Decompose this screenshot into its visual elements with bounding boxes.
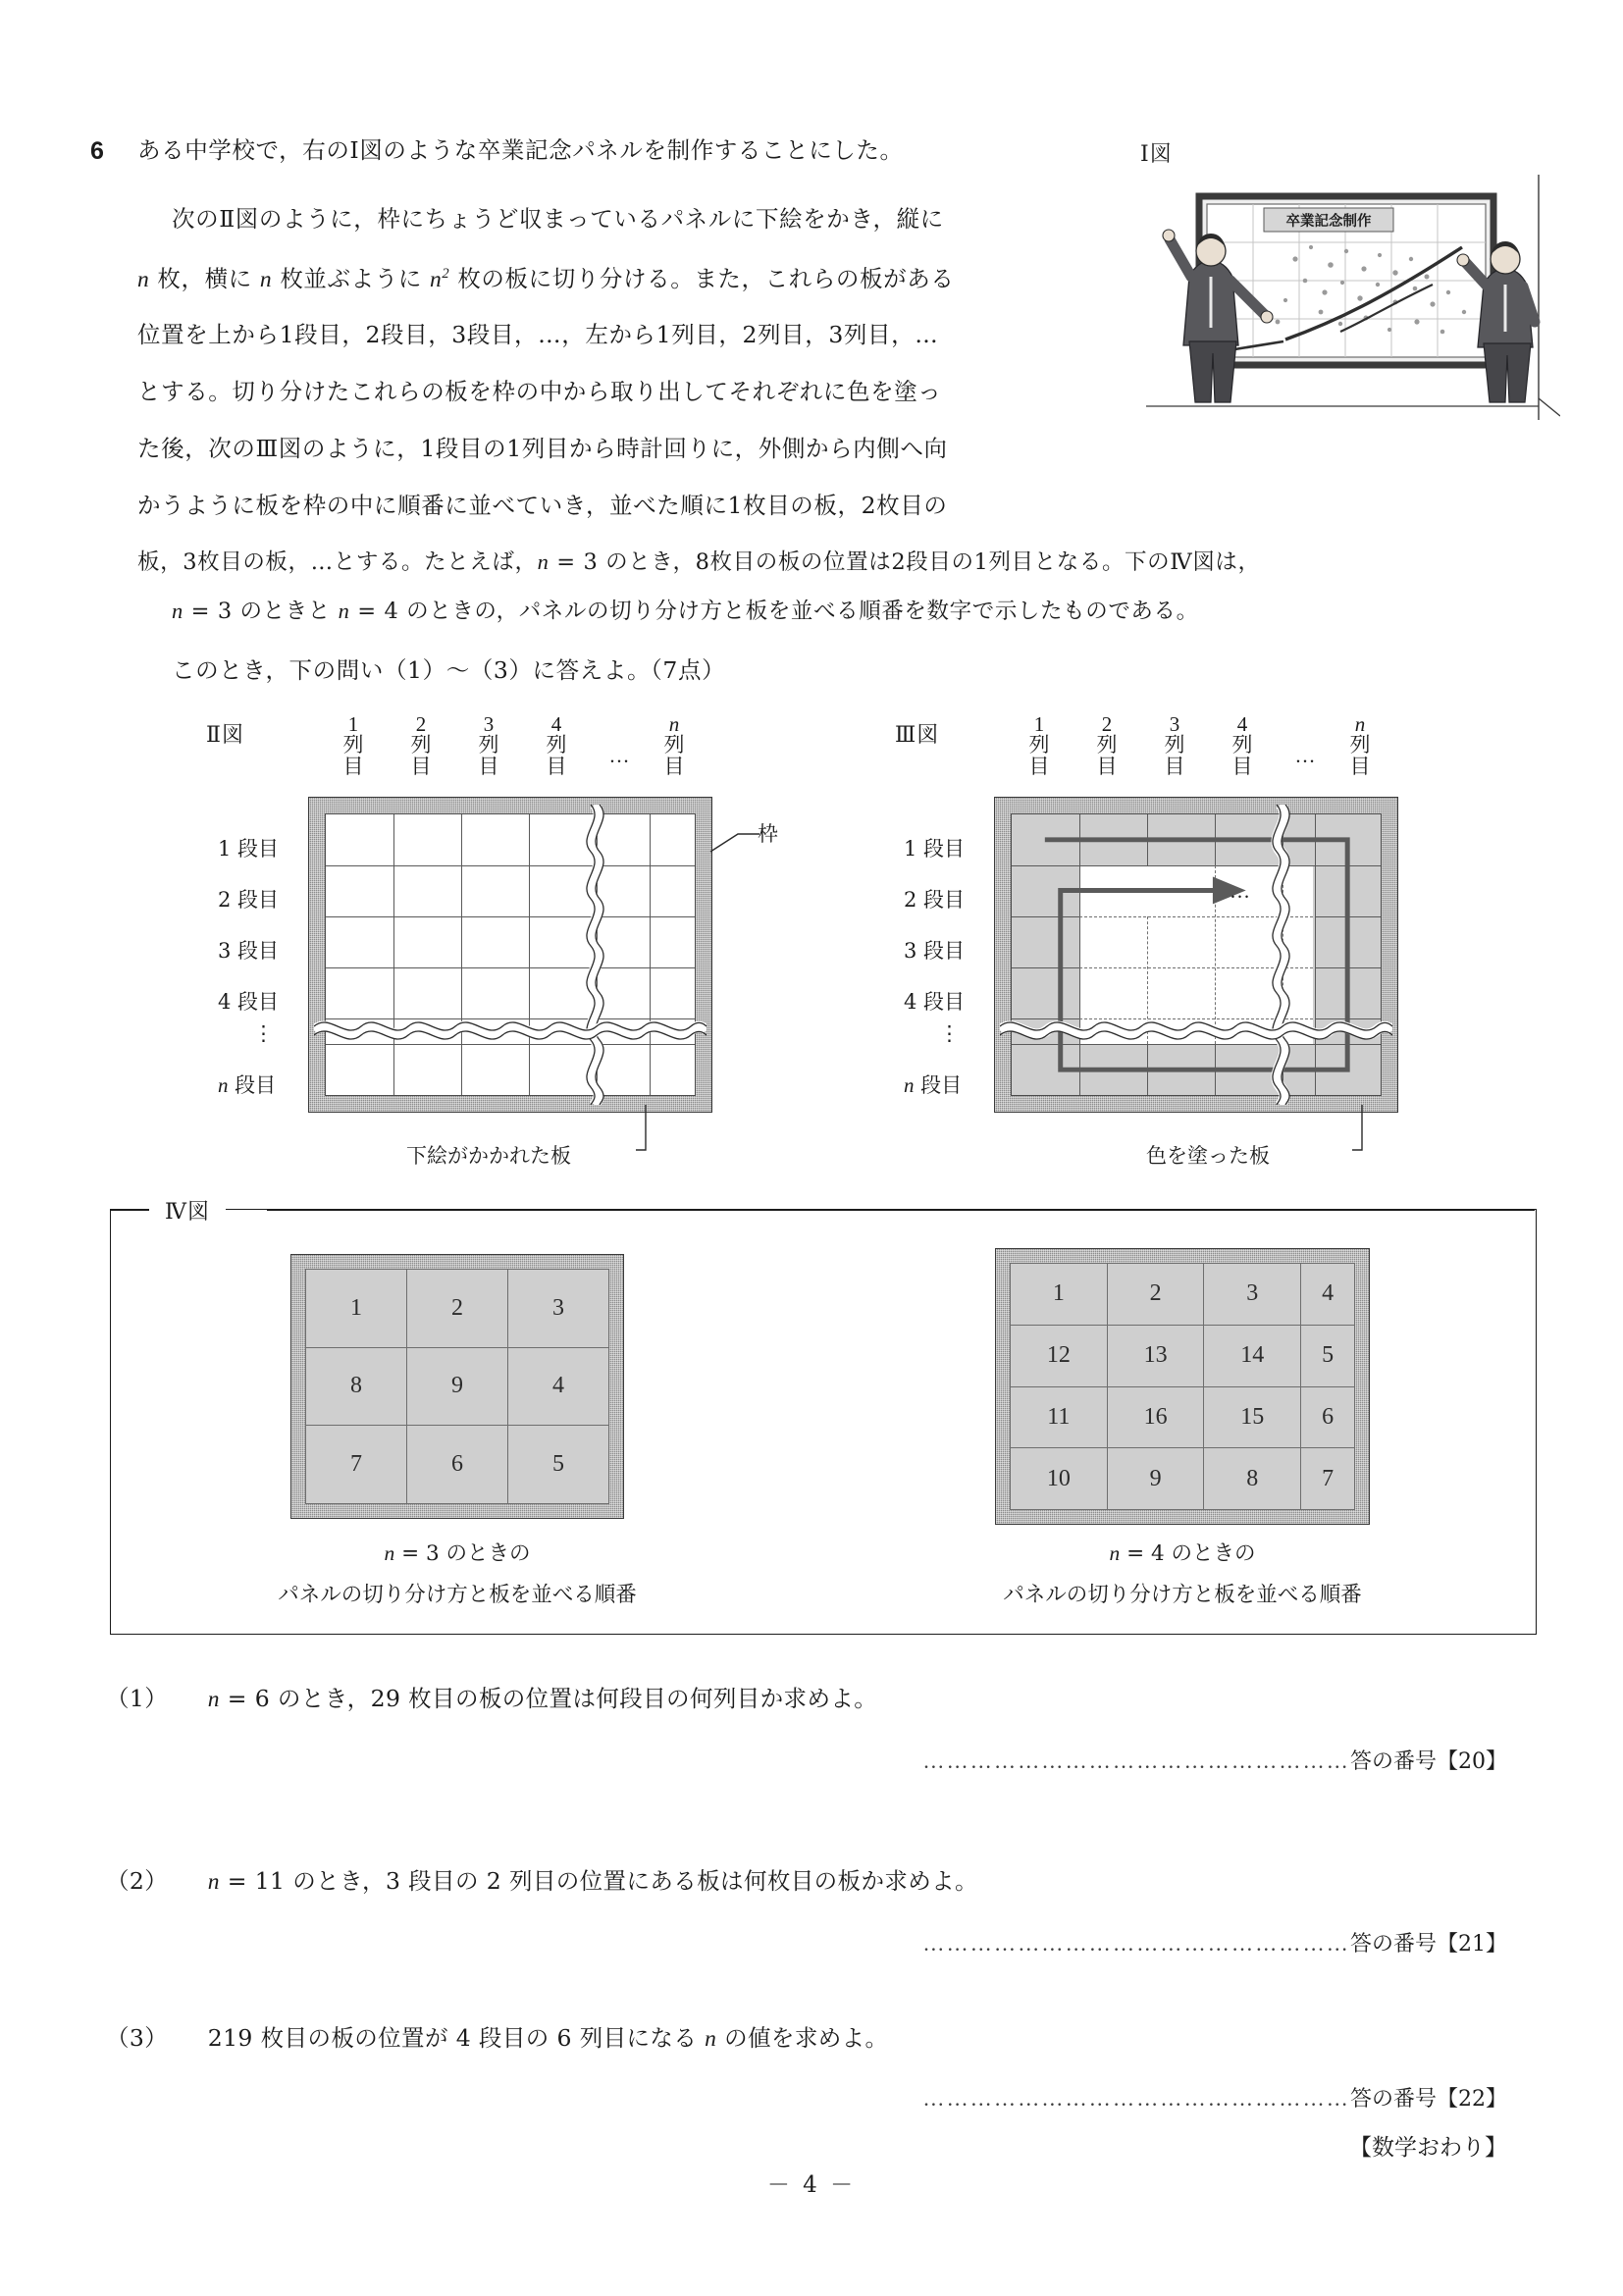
- fig3-col-header-1: 1 列 目: [1028, 712, 1050, 778]
- body-line-4: 位置を上から1段目，2段目，3段目，…，左から1列目，2列目，3列目，…: [137, 321, 939, 348]
- body-line-6: た後，次のⅢ図のように，1段目の1列目から時計回りに，外側から内側へ向: [137, 435, 948, 462]
- cell: 6: [1301, 1386, 1355, 1448]
- body-line-8: 板，3枚目の板，…とする。たとえば，n = 3 のとき，8枚目の板の位置は2段目の1列目となる。下のⅣ図は，: [137, 549, 1261, 575]
- table-row: [1011, 1264, 1355, 1326]
- fig3-col-header-ellipsis: …: [1294, 744, 1316, 767]
- fig3-col-header-2: 2 列 目: [1096, 712, 1118, 778]
- cell: 15: [1204, 1386, 1301, 1448]
- cell: 14: [1204, 1325, 1301, 1386]
- fig2-panel: [308, 797, 712, 1113]
- figure-1-illustration: [1138, 175, 1560, 420]
- fig2-caption: 下絵がかかれた板: [406, 1144, 571, 1168]
- fig4-grid-n4: [995, 1248, 1370, 1525]
- cell: 11: [1011, 1386, 1108, 1448]
- fig3-inner-ellipsis: …: [1230, 879, 1253, 903]
- cell: 1: [306, 1270, 407, 1348]
- body-line-10: このとき，下の問い（1）～（3）に答えよ。（7点）: [172, 656, 726, 684]
- body-line-9: n = 3 のときと n = 4 のときの，パネルの切り分け方と板を並べる順番を数字で示したものである。: [172, 599, 1199, 624]
- fig3-caption: 色を塗った板: [1146, 1144, 1270, 1168]
- fig2-frame-callout: 枠: [758, 822, 778, 846]
- fig2-caption-leader: [585, 1101, 654, 1162]
- fig4-grid-n4-table: [1010, 1263, 1355, 1510]
- table-row: [306, 1426, 609, 1504]
- fig3-row-label-n: n 段目: [904, 1073, 963, 1097]
- fig2-grid: [325, 813, 696, 1096]
- fig4-label-rule-left: [110, 1209, 149, 1211]
- fig3-caption-leader: [1301, 1101, 1370, 1162]
- cell: 4: [508, 1347, 609, 1426]
- fig3-col-header-n: n 列 目: [1349, 712, 1371, 778]
- cell: 8: [1204, 1448, 1301, 1510]
- fig3-col-header-4: 4 列 目: [1231, 712, 1253, 778]
- cell: 10: [1011, 1448, 1108, 1510]
- figure-3-label: Ⅲ図: [895, 723, 940, 748]
- fig2-row-label-4: 4 段目: [218, 990, 280, 1014]
- cell: 9: [407, 1347, 508, 1426]
- fig3-row-label-2: 2 段目: [904, 888, 966, 912]
- fig3-panel: [994, 797, 1398, 1113]
- fig3-spiral-arrow: [1012, 814, 1381, 1095]
- fig4-label-rule-right: [267, 1209, 1535, 1211]
- figure-1-panel-text: 卒業記念制作: [1285, 213, 1372, 230]
- cell: 13: [1107, 1325, 1204, 1386]
- fig2-horizontal-break: [314, 1011, 707, 1050]
- answer-number-2: 答の番号【21】: [1350, 1932, 1507, 1957]
- fig4-grid-n3-caption-1: n = 3 のときの: [384, 1541, 531, 1566]
- fig2-col-header-n: n 列 目: [663, 712, 685, 778]
- answer-label-1: [922, 1745, 1507, 1775]
- body-line-5: とする。切り分けたこれらの板を枠の中から取り出してそれぞれに色を塗っ: [137, 378, 942, 405]
- question-3-number: （3）: [106, 2024, 169, 2052]
- figure-1: [1119, 137, 1560, 432]
- fig4-grid-n3: [290, 1254, 624, 1519]
- cell: 7: [1301, 1448, 1355, 1510]
- answer-label-2: [922, 1927, 1507, 1957]
- cell: 5: [508, 1426, 609, 1504]
- fig2-col-header-1: 1 列 目: [342, 712, 364, 778]
- table-row: [1011, 1448, 1355, 1510]
- fig3-row-vdots: ⋮: [939, 1021, 960, 1045]
- fig2-row-label-n: n 段目: [218, 1073, 277, 1097]
- cell: 4: [1301, 1264, 1355, 1326]
- cell: 2: [407, 1270, 508, 1348]
- table-row: [306, 1347, 609, 1426]
- question-3: （3） 219 枚目の板の位置が 4 段目の 6 列目になる n の値を求めよ。: [106, 2024, 889, 2052]
- answer-label-3: [922, 2082, 1507, 2113]
- cell: 7: [306, 1426, 407, 1504]
- table-row: [1011, 1325, 1355, 1386]
- cell: 1: [1011, 1264, 1108, 1326]
- fig2-col-header-4: 4 列 目: [546, 712, 567, 778]
- cell: 5: [1301, 1325, 1355, 1386]
- fig2-row-label-1: 1 段目: [218, 837, 280, 861]
- fig2-row-vdots: ⋮: [253, 1021, 274, 1045]
- fig3-horizontal-break: [1000, 1011, 1392, 1050]
- figure-4-label: Ⅳ図: [149, 1195, 226, 1226]
- cell: 12: [1011, 1325, 1108, 1386]
- fig3-grid: [1011, 813, 1382, 1096]
- fig3-col-header-3: 3 列 目: [1164, 712, 1185, 778]
- fig2-col-header-ellipsis: …: [608, 744, 630, 767]
- fig3-row-label-3: 3 段目: [904, 939, 966, 963]
- question-1: （1） n = 6 のとき，29 枚目の板の位置は何段目の何列目か求めよ。: [106, 1685, 878, 1712]
- cell: 2: [1107, 1264, 1204, 1326]
- body-line-7: かうように板を枠の中に順番に並べていき，並べた順に1枚目の板，2枚目の: [137, 492, 948, 519]
- answer-dots-2: ………………………………………………: [922, 1931, 1350, 1956]
- page-number: － 4 －: [766, 2172, 857, 2198]
- fig4-grid-n4-caption-1: n = 4 のときの: [1109, 1541, 1256, 1566]
- answer-number-3: 答の番号【22】: [1350, 2087, 1507, 2112]
- fig2-vertical-break: [575, 805, 614, 1105]
- fig4-grid-n3-table: [305, 1269, 609, 1504]
- cell: 9: [1107, 1448, 1204, 1510]
- fig3-row-label-1: 1 段目: [904, 837, 966, 861]
- cell: 3: [1204, 1264, 1301, 1326]
- fig2-row-label-2: 2 段目: [218, 888, 280, 912]
- answer-number-1: 答の番号【20】: [1350, 1749, 1507, 1774]
- fig2-col-header-3: 3 列 目: [478, 712, 499, 778]
- body-line-1: ある中学校で，右のⅠ図のような卒業記念パネルを制作することにした。: [137, 136, 904, 164]
- question-1-number: （1）: [106, 1685, 169, 1712]
- question-2: （2） n = 11 のとき，3 段目の 2 列目の位置にある板は何枚目の板か求めよ。: [106, 1867, 978, 1895]
- body-line-3: n 枚，横に n 枚並ぶように $n^2$ 枚の板に切り分ける。また，これらの板がある: [137, 264, 955, 292]
- cell: 6: [407, 1426, 508, 1504]
- answer-dots-3: ………………………………………………: [922, 2086, 1350, 2111]
- cell: 16: [1107, 1386, 1204, 1448]
- figure-2-label: Ⅱ図: [206, 723, 244, 748]
- problem-number: 6: [90, 137, 104, 165]
- fig2-col-header-2: 2 列 目: [410, 712, 432, 778]
- answer-dots-1: ………………………………………………: [922, 1748, 1350, 1773]
- fig4-grid-n4-caption-2: パネルの切り分け方と板を並べる順番: [1003, 1583, 1362, 1607]
- question-2-number: （2）: [106, 1867, 169, 1895]
- fig3-vertical-break: [1261, 805, 1300, 1105]
- cell: 8: [306, 1347, 407, 1426]
- fig3-row-label-4: 4 段目: [904, 990, 966, 1014]
- figure-1-label: Ⅰ図: [1140, 142, 1173, 167]
- fig4-grid-n3-caption-2: パネルの切り分け方と板を並べる順番: [278, 1583, 637, 1607]
- finish-note: 【数学おわり】: [1349, 2135, 1507, 2161]
- fig2-row-label-3: 3 段目: [218, 939, 280, 963]
- table-row: [1011, 1386, 1355, 1448]
- body-line-2: 次のⅡ図のように，枠にちょうど収まっているパネルに下絵をかき，縦に: [172, 205, 944, 233]
- table-row: [306, 1270, 609, 1348]
- cell: 3: [508, 1270, 609, 1348]
